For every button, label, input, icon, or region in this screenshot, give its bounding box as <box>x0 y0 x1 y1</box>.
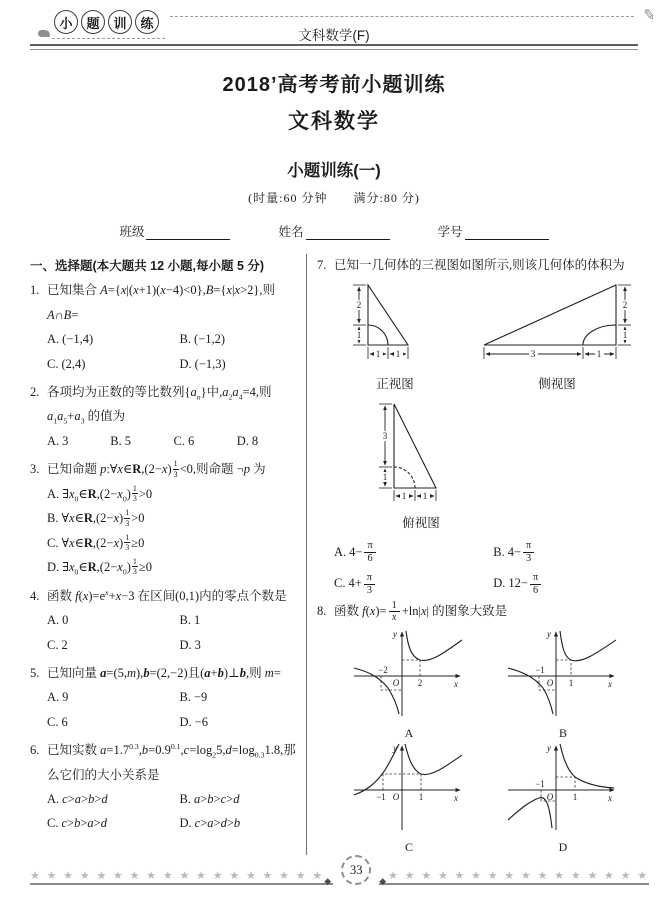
svg-text:1: 1 <box>375 348 381 359</box>
front-view <box>336 279 454 396</box>
question-stem: 已知命题 p:∀x∈R,(2−x) $^{\frac{1}{3}}$ <0,则命题 ¬p 为 <box>47 459 266 479</box>
option-d: D. $\exists x_0\in R,(2-x_0)$ $^{\frac{1}{3}}$ ≥0 <box>47 557 152 577</box>
class-blank <box>146 225 230 240</box>
badge-char: 题 <box>81 10 105 34</box>
question-stem: 已知一几何体的三视图如图所示,则该几何体的体积为 <box>334 258 625 272</box>
question-stem: 已知向量 a=(5,m),b=(2,−2)且(a+b)⊥b,则 m= <box>47 665 281 680</box>
option-d: D. −6 <box>179 714 208 729</box>
graph-d-plot <box>504 740 622 832</box>
option-a: A. 9 <box>47 690 69 705</box>
stars-row: ★ ★ ★ ★ ★ ★ ★ ★ ★ ★ ★ ★ ★ ★ ★ ★ ★ ★ <box>30 870 325 882</box>
svg-text:2: 2 <box>622 299 628 310</box>
option-a: A. (−1,4) <box>47 332 94 347</box>
badge-char: 训 <box>108 10 132 34</box>
header-rule <box>30 44 638 50</box>
top-view-diagram <box>362 398 480 504</box>
option-b: B. 1 <box>179 613 201 628</box>
option-a: A. $\exists x_0\in R,(2-x_0)$ $^{\frac{1}{3}}$ >0 <box>47 483 153 504</box>
question-number: 3. <box>30 462 40 477</box>
svg-text:1: 1 <box>596 348 602 359</box>
svg-text:1: 1 <box>418 792 424 803</box>
option-a: A. 4− $\frac{\pi}{6}$ <box>334 541 493 565</box>
question-number: 6. <box>30 743 40 758</box>
diamond-icon: ◆ <box>379 876 389 886</box>
option-b: B. 4− $\frac{\pi}{3}$ <box>493 541 638 565</box>
options <box>47 429 300 453</box>
svg-text:x: x <box>608 793 612 804</box>
svg-text:2: 2 <box>417 678 423 689</box>
class-label: 班级 <box>119 225 145 239</box>
options <box>47 685 300 734</box>
set-title: 小题训练(一) <box>287 162 381 180</box>
svg-text:3: 3 <box>382 430 388 441</box>
svg-text:x: x <box>454 793 458 804</box>
stars-row: ★ ★ ★ ★ ★ ★ ★ ★ ★ ★ ★ ★ ★ ★ ★ ★ <box>388 870 650 882</box>
graph-a-caption: A <box>404 725 414 740</box>
front-view-diagram <box>336 279 454 365</box>
footer-stars-left <box>30 869 333 885</box>
option-b: B. 5 <box>110 434 131 449</box>
top-view-label: 俯视图 <box>402 516 440 530</box>
option-a: A. 0 <box>47 613 69 628</box>
side-view-label: 侧视图 <box>538 377 576 391</box>
svg-text:1: 1 <box>572 792 578 803</box>
question-6 <box>30 738 300 839</box>
svg-text:y: y <box>393 629 397 640</box>
svg-text:y: y <box>393 743 397 754</box>
svg-text:3: 3 <box>530 348 536 359</box>
question-5 <box>30 661 300 737</box>
page-header <box>0 0 668 52</box>
side-view <box>476 279 638 396</box>
svg-text:x: x <box>454 679 458 690</box>
svg-text:y: y <box>547 629 551 640</box>
option-a: A. 3 <box>47 434 69 449</box>
graph-d-caption: D <box>558 839 568 854</box>
question-number: 8. <box>317 604 327 619</box>
graph-b-caption: B <box>558 725 567 740</box>
svg-text:O: O <box>392 678 400 689</box>
svg-text:1: 1 <box>382 471 388 482</box>
main-title: 2018’高考考前小题训练 <box>222 74 446 96</box>
graph-a <box>350 626 468 740</box>
question-1 <box>30 278 300 379</box>
option-a: A. c>a>b>d <box>47 792 108 807</box>
question-number: 2. <box>30 384 40 399</box>
option-c: C. 6 <box>173 434 195 449</box>
option-b: B. a>b>c>d <box>179 792 240 807</box>
graph-c <box>350 740 468 854</box>
question-number: 1. <box>30 283 40 298</box>
option-d: D. 12− $\frac{\pi}{6}$ <box>493 572 638 596</box>
option-d: D. 8 <box>236 434 259 449</box>
header-subject: 文科数学(F) <box>298 28 370 43</box>
option-c: C. ∀x∈R,(2−x) $^{\frac{1}{3}}$ ≥0 <box>47 532 145 553</box>
options <box>334 541 638 597</box>
side-view-diagram <box>476 279 638 365</box>
section-heading: 一、选择题(本大题共 12 小题,每小题 5 分) <box>30 259 265 273</box>
graph-a-plot <box>350 626 468 718</box>
pencil-icon: ✎ <box>642 7 657 25</box>
front-view-label: 正视图 <box>376 377 414 391</box>
question-number: 7. <box>317 258 327 272</box>
id-label: 学号 <box>437 225 463 239</box>
svg-text:O: O <box>546 792 554 803</box>
option-c: C. 2 <box>47 637 68 652</box>
svg-text:x: x <box>608 679 612 690</box>
name-field <box>278 222 389 240</box>
answer-graphs <box>334 626 638 854</box>
three-views <box>336 279 638 396</box>
exam-meta: (时量:60 分钟 满分:80 分) <box>248 191 420 205</box>
svg-text:1: 1 <box>356 329 362 340</box>
id-field <box>438 222 549 240</box>
diamond-icon: ◆ <box>324 876 334 886</box>
options <box>47 327 300 376</box>
options <box>47 482 300 580</box>
svg-text:1: 1 <box>395 348 401 359</box>
question-number: 4. <box>30 588 40 603</box>
options <box>47 787 300 836</box>
svg-text:2: 2 <box>356 299 362 310</box>
svg-text:O: O <box>392 792 400 803</box>
page-number: 33 <box>341 855 371 885</box>
graph-d <box>504 740 622 854</box>
svg-text:1: 1 <box>422 490 428 501</box>
question-stem: 已知实数 $a=1.7^{0.3},b=0.9^{0.1},c=\log_25,d=\log_{0.3}1.8$,那么它们的大小关系是 <box>47 741 296 782</box>
name-label: 姓名 <box>278 225 304 239</box>
svg-text:O: O <box>546 678 554 689</box>
badge-char: 小 <box>54 10 78 34</box>
option-c: C. c>b>a>d <box>47 816 107 831</box>
option-d: D. 3 <box>179 637 201 652</box>
subject-title: 文科数学 <box>288 110 380 133</box>
option-c: C. (2,4) <box>47 356 86 371</box>
badge-char: 练 <box>135 10 159 34</box>
svg-text:−1: −1 <box>376 792 386 803</box>
question-7 <box>317 254 638 599</box>
footer-stars-right <box>379 869 649 885</box>
option-d: D. (−1,3) <box>179 356 226 371</box>
graph-c-caption: C <box>404 839 413 854</box>
svg-text:1: 1 <box>401 490 407 501</box>
question-4 <box>30 584 300 660</box>
header-dashed-line <box>170 16 634 17</box>
name-blank <box>306 225 390 240</box>
question-2 <box>30 380 300 457</box>
graph-c-plot <box>350 740 468 832</box>
svg-text:y: y <box>547 743 551 754</box>
question-stem: 已知集合 A={x|(x+1)(x−4)<0},B={x|x>2},则 A∩B= <box>47 283 275 322</box>
question-stem: 各项均为正数的等比数列$\{a_n\}$中$,a_2a_4=4$,则 $a_1a_5+a_3$ 的值为 <box>47 384 272 426</box>
option-d: D. c>a>d>b <box>179 816 241 831</box>
option-b: B. ∀x∈R,(2−x) $^{\frac{1}{3}}$ >0 <box>47 508 145 528</box>
page-footer <box>30 855 650 886</box>
options <box>47 608 300 657</box>
student-fields <box>0 222 668 240</box>
svg-text:1: 1 <box>568 678 574 689</box>
graph-b <box>504 626 622 740</box>
question-number: 5. <box>30 665 40 680</box>
svg-text:−1: −1 <box>535 665 545 676</box>
svg-text:−1: −1 <box>535 779 545 790</box>
question-stem: 函数 f(x)= $\frac{1}{x}$ +ln|x| 的图象大致是 <box>334 599 508 624</box>
option-c: C. 4+ $\frac{\pi}{3}$ <box>334 572 493 596</box>
graph-b-plot <box>504 626 622 718</box>
top-view <box>346 398 496 535</box>
content-columns <box>30 254 638 855</box>
option-c: C. 6 <box>47 714 68 729</box>
id-blank <box>465 225 549 240</box>
right-column <box>307 254 638 855</box>
question-8 <box>317 600 638 854</box>
svg-text:1: 1 <box>622 329 628 340</box>
svg-text:−2: −2 <box>378 665 388 676</box>
class-field <box>119 222 230 240</box>
question-3 <box>30 457 300 582</box>
left-column <box>30 254 307 855</box>
option-b: B. −9 <box>179 690 208 705</box>
question-stem: 函数 $f(x)=e^x+x-3$ 在区间(0,1)内的零点个数是 <box>47 587 287 603</box>
option-b: B. (−1,2) <box>179 332 225 347</box>
